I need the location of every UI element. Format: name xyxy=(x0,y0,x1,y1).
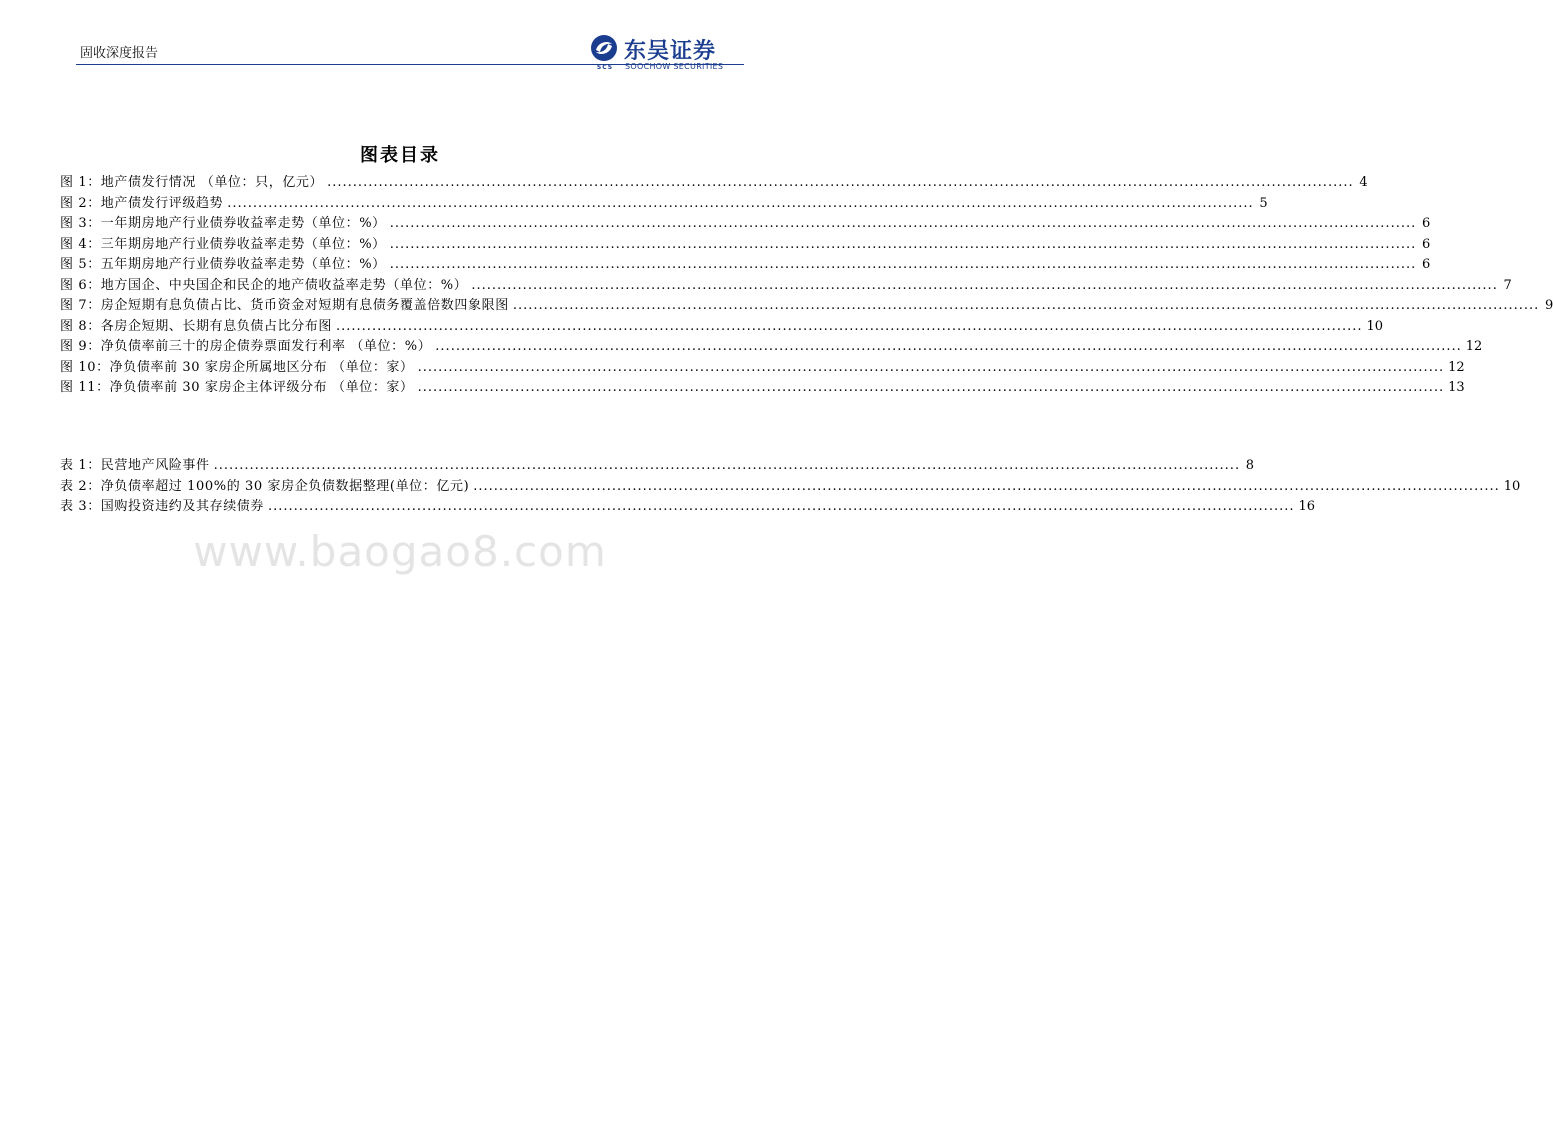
toc-entry[interactable] xyxy=(60,235,1431,256)
dot-leader: ........................................................................................................................................................................................................ xyxy=(327,175,1354,190)
toc-entry[interactable] xyxy=(60,173,1368,194)
toc-entry-label: 图 6：地方国企、中央国企和民企的地产债收益率走势（单位：%） xyxy=(60,277,468,293)
dot-leader: ........................................................................................................................................................................................................ xyxy=(389,216,1417,231)
toc-entry-page: 12 xyxy=(1465,339,1483,354)
toc-entry-page: 7 xyxy=(1503,277,1512,293)
toc-entry[interactable] xyxy=(60,317,1384,338)
toc-entry[interactable] xyxy=(60,276,1512,297)
logo-mark-icon xyxy=(588,34,620,66)
dot-leader: ........................................................................................................................................................................................................ xyxy=(268,499,1295,514)
toc-entry[interactable] xyxy=(60,378,1465,399)
dot-leader: ........................................................................................................................................................................................................ xyxy=(512,298,1540,313)
toc-entry-label: 图 3：一年期房地产行业债券收益率走势（单位：%） xyxy=(60,216,386,231)
toc-entry-page: 16 xyxy=(1298,499,1316,514)
dot-leader: ........................................................................................................................................................................................................ xyxy=(473,478,1500,494)
toc-entry-page: 5 xyxy=(1259,195,1268,211)
toc-entry-page: 6 xyxy=(1421,236,1431,252)
toc-entry[interactable] xyxy=(60,456,1255,477)
header-divider xyxy=(76,64,744,65)
toc-entry[interactable] xyxy=(60,497,1316,518)
toc-entry[interactable] xyxy=(60,255,1431,276)
toc-entry[interactable] xyxy=(60,337,1483,358)
toc-entry-label: 图 9：净负债率前三十的房企债券票面发行利率 （单位：%） xyxy=(60,339,432,354)
toc-entry[interactable] xyxy=(60,477,1521,498)
toc-entry[interactable] xyxy=(60,194,1268,215)
toc-entry-label: 图 8：各房企短期、长期有息负债占比分布图 xyxy=(60,318,333,334)
toc-entry-label: 图 11：净负债率前 30 家房企主体评级分布 （单位：家） xyxy=(60,380,414,395)
watermark: www.baogao8.com xyxy=(193,527,607,576)
logo-english-name: SOOCHOW SECURITIES xyxy=(625,62,724,71)
dot-leader: ........................................................................................................................................................................................................ xyxy=(417,359,1445,375)
toc-entry-page: 6 xyxy=(1421,216,1431,231)
logo-chinese-name: 东吴证券 xyxy=(624,39,717,64)
toc-entry-page: 6 xyxy=(1421,257,1431,272)
toc-entry-page: 10 xyxy=(1366,318,1384,334)
toc-entry[interactable] xyxy=(60,296,1553,317)
toc-entry[interactable] xyxy=(60,358,1465,379)
toc-entry-label: 图 5：五年期房地产行业债券收益率走势（单位：%） xyxy=(60,257,386,272)
toc-entry-page: 13 xyxy=(1448,380,1465,395)
dot-leader: ........................................................................................................................................................................................................ xyxy=(227,195,1254,211)
company-logo xyxy=(588,34,748,74)
toc-entry-page: 8 xyxy=(1245,458,1255,473)
toc-entry-label: 表 2：净负债率超过 100%的 30 家房企负债数据整理(单位：亿元) xyxy=(60,478,470,494)
logo-mark-label: SCS xyxy=(596,64,614,71)
toc-entry-page: 4 xyxy=(1359,175,1368,190)
dot-leader: ........................................................................................................................................................................................................ xyxy=(213,458,1241,473)
toc-entry-label: 表 3：国购投资违约及其存续债券 xyxy=(60,499,265,514)
toc-entry-page: 12 xyxy=(1448,359,1465,375)
toc-entry-label: 表 1：民营地产风险事件 xyxy=(60,458,210,473)
dot-leader: ........................................................................................................................................................................................................ xyxy=(471,277,1498,293)
dot-leader: ........................................................................................................................................................................................................ xyxy=(435,339,1462,354)
dot-leader: ........................................................................................................................................................................................................ xyxy=(336,318,1363,334)
toc-entry-label: 图 10：净负债率前 30 家房企所属地区分布 （单位：家） xyxy=(60,359,414,375)
dot-leader: ........................................................................................................................................................................................................ xyxy=(389,236,1417,252)
toc-entry-page: 10 xyxy=(1503,478,1521,494)
toc-entry[interactable] xyxy=(60,214,1431,235)
dot-leader: ........................................................................................................................................................................................................ xyxy=(417,380,1445,395)
figure-list xyxy=(60,173,1553,399)
toc-entry-label: 图 2：地产债发行评级趋势 xyxy=(60,195,224,211)
toc-entry-label: 图 1：地产债发行情况 （单位：只，亿元） xyxy=(60,175,324,190)
page-title: 图表目录 xyxy=(360,145,440,166)
table-list xyxy=(60,456,1521,518)
toc-entry-label: 图 7：房企短期有息负债占比、货币资金对短期有息债务覆盖倍数四象限图 xyxy=(60,298,509,313)
dot-leader: ........................................................................................................................................................................................................ xyxy=(389,257,1417,272)
report-category: 固收深度报告 xyxy=(80,46,159,61)
toc-entry-page: 9 xyxy=(1545,298,1553,313)
toc-entry-label: 图 4：三年期房地产行业债券收益率走势（单位：%） xyxy=(60,236,386,252)
